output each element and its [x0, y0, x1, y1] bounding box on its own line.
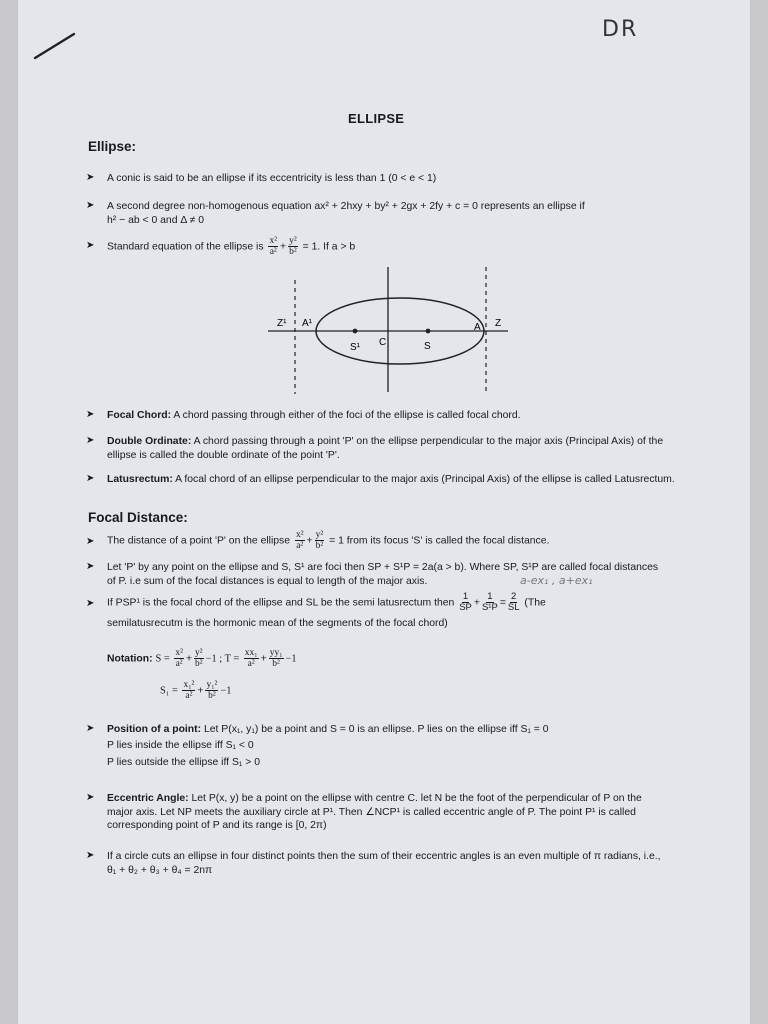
label-z1: Z¹ [277, 318, 287, 329]
fraction-y2-b2: $\frac{\text{y²}}{\text{b²}}$ [315, 530, 324, 551]
focus-s-point [426, 329, 431, 334]
bullet-position-of-point: ➤ Position of a point: Let P(x₁, y₁) be a point and S = 0 is an ellipse. P lies on the ellipse iff S₁ = 0 P lies inside the ellipse iff S₁ < 0 P lies outside the ellipse iff S₁ > 0 [86, 723, 549, 769]
label-a: A [474, 322, 481, 333]
label-z: Z [495, 318, 502, 329]
ellipse-diagram [260, 262, 550, 397]
bullet-focal-distance: ➤ The distance of a point 'P' on the ellipse $\frac{\text{x²}}{\text{a²}}$ + $\frac{\text{y²}}{\text{b²}}$ = 1 from its focus 'S' is called the focal distance. [86, 530, 550, 551]
bullet-eccentric-angle: ➤ Eccentric Angle: Let P(x, y) be a point on the ellipse with centre C. let N be the foot of the perpendicular of P on the major axis. Let NP meets the auxiliary circle at P¹. Then ∠NCP¹ is called eccentric angle of P. The point P¹ is called corresponding point of P and its range is [0, 2π) [86, 792, 642, 832]
bullet-arrow-icon: ➤ [86, 536, 95, 547]
bullet-arrow-icon: ➤ [86, 473, 95, 484]
label-s1: S¹ [350, 342, 360, 353]
bullet-arrow-icon: ➤ [86, 200, 95, 211]
bullet-second-degree: ➤ A second degree non-homogenous equation ax² + 2hxy + by² + 2gx + 2fy + c = 0 represents an ellipse if h² − ab < 0 and Δ ≠ 0 [86, 200, 585, 226]
bullet-arrow-icon: ➤ [86, 561, 95, 572]
bullet-double-ordinate: ➤ Double Ordinate: A chord passing through a point 'P' on the ellipse perpendicular to the major axis (Principal Axis) of the ellipse is called the double ordinate of the point 'P'. [86, 435, 664, 461]
notation-s1-formula: S₁ = $\frac{\text{x₁²}}{\text{a²}}$ + $\frac{\text{y₁²}}{\text{b²}}$ −1 [160, 680, 232, 701]
section-heading-ellipse: Ellipse: [88, 139, 137, 154]
focus-s1-point [353, 329, 358, 334]
fraction-y2-b2: $\frac{\text{y²}}{\text{b²}}$ [289, 236, 297, 257]
bullet-focal-sum: ➤ Let 'P' by any point on the ellipse and S, S¹ are foci then SP + S¹P = 2a(a > b). Where SP, S¹P are called focal distances of P. i.e sum of the focal distances is equal to length of the major axis. [86, 561, 659, 587]
bullet-latusrectum: ➤ Latusrectum: A focal chord of an ellipse perpendicular to the major axis (Principal Axis) of the ellipse is called Latusrectum. [86, 473, 675, 485]
fraction-x2-a2: $\frac{\text{x²}}{\text{a²}}$ [295, 530, 304, 551]
bullet-arrow-icon: ➤ [86, 792, 95, 803]
bullet-circle-intersection: ➤ If a circle cuts an ellipse in four distinct points then the sum of their eccentric angles is an even multiple of π radians, i.e., θ₁ + θ₂ + θ₃ + θ₄ = 2nπ [86, 850, 661, 876]
bullet-arrow-icon: ➤ [86, 723, 95, 734]
label-c: C [379, 337, 387, 348]
fraction-x2-a2: $\frac{\text{x²}}{\text{a²}}$ [269, 236, 278, 257]
bullet-arrow-icon: ➤ [86, 172, 95, 183]
section-heading-focal-distance: Focal Distance: [88, 510, 188, 525]
bullet-arrow-icon: ➤ [86, 598, 95, 609]
bullet-arrow-icon: ➤ [86, 850, 95, 861]
handwritten-focal-note: a-ex₁ , a+ex₁ [520, 574, 593, 587]
bullet-semi-latusrectum: ➤ If PSP¹ is the focal chord of the ellipse and SL be the semi latusrectum then $\frac{1}{SP}$ + $\frac{1}{\text{S¹P}}$ = $\frac{2}{SL}$ (The semilatusrecutm is the hormonic mean of the segments of the focal chord) [86, 591, 546, 629]
pen-stroke-mark [30, 28, 80, 63]
bullet-standard-equation: ➤ Standard equation of the ellipse is $\frac{\text{x²}}{\text{a²}}$ + $\frac{\text{y²}}{\text{b²}}$ = 1. If a > b [86, 236, 356, 257]
page-title: ELLIPSE [348, 111, 405, 126]
label-s: S [424, 341, 431, 352]
bullet-eccentricity: ➤ A conic is said to be an ellipse if its eccentricity is less than 1 (0 < e < 1) [86, 172, 437, 184]
fraction-1-sp: $\frac{1}{SP}$ [459, 591, 472, 613]
bullet-arrow-icon: ➤ [86, 409, 95, 420]
bullet-focal-chord: ➤ Focal Chord: A chord passing through either of the foci of the ellipse is called focal chord. [86, 409, 521, 421]
label-a1: A¹ [302, 318, 312, 329]
handwritten-initials: DR [602, 17, 639, 42]
notation-formula: Notation: S = $\frac{\text{x²}}{\text{a²}}$ + $\frac{\text{y²}}{\text{b²}}$ −1 ; T = $\frac{\text{xx₁}}{\text{a²}}$ + $\frac{\text{yy₁}}{\text{b²}}$ −1 [107, 648, 297, 669]
bullet-arrow-icon: ➤ [86, 240, 95, 251]
bullet-arrow-icon: ➤ [86, 435, 95, 446]
fraction-1-s1p: $\frac{1}{\text{S¹P}}$ [481, 591, 498, 613]
fraction-2-sl: $\frac{2}{SL}$ [507, 591, 520, 613]
